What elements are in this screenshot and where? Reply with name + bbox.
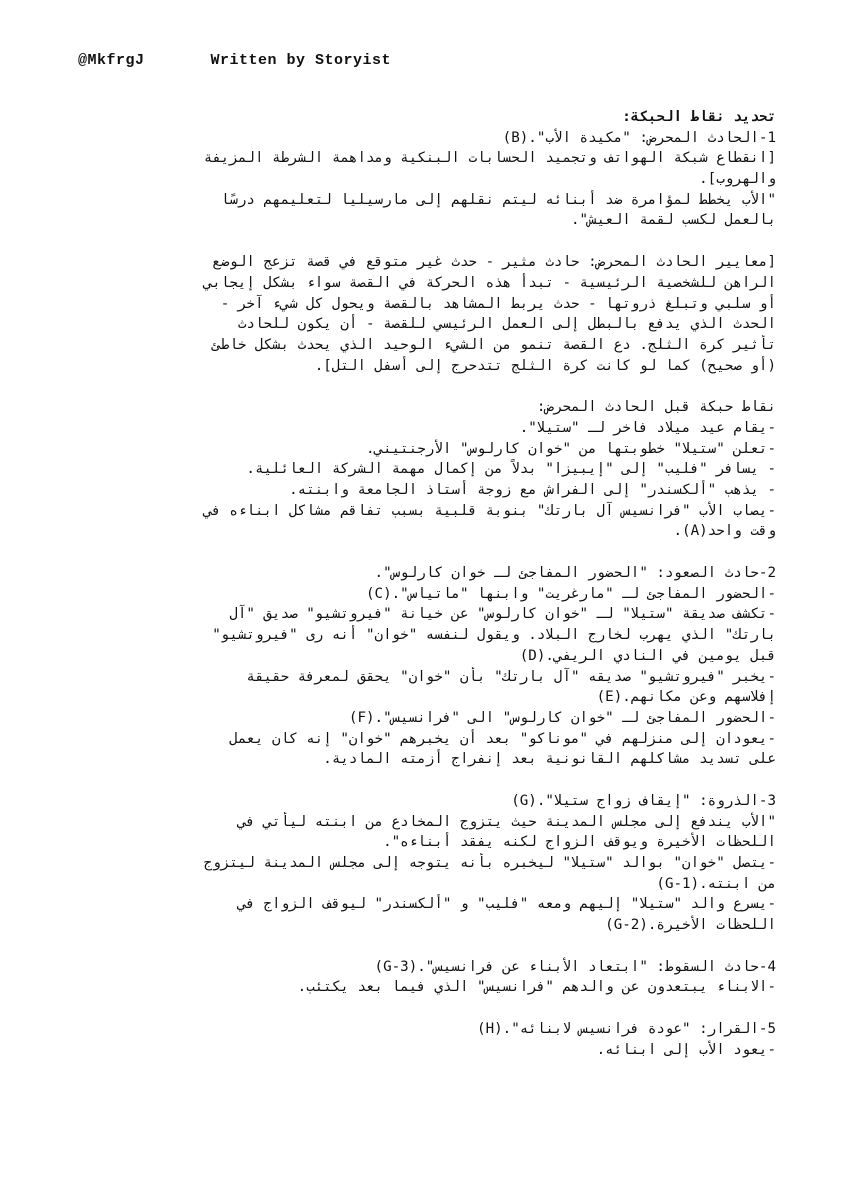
- text-line: اللحظات الأخيرة.(G-2): [605, 917, 776, 934]
- page-header: [78, 52, 391, 69]
- written-by-credit: Written by Storyist: [210, 52, 392, 69]
- text-line: 2-حادث الصعود: "الحضور المفاجئ لـ خوان كارلوس".: [374, 565, 776, 582]
- text-line: (أو صحيح) كما لو كانت كرة الثلج تتدحرج إلى أسفل التل].: [314, 357, 776, 374]
- text-line: قبل يومين في النادي الريفي.(D): [519, 647, 776, 664]
- text-line: [انقطاع شبكة الهواتف وتجميد الحسابات البنكية ومداهمة الشرطة المزيفة: [203, 150, 776, 167]
- text-line: -يعودان إلى منزلهم في "موناكو" بعد أن يخبرهم "خوان" إنه كان يعمل: [229, 730, 776, 747]
- plot-section-2: [76, 252, 776, 376]
- text-line: "الأب يخطط لمؤامرة ضد أبنائه ليتم نقلهم إلى مارسيليا لتعليمهم درسًا: [220, 191, 776, 208]
- plot-points-text: [76, 107, 776, 1082]
- text-line: 4-حادث السقوط: "ابتعاد الأبناء عن فرانسيس".(G-3): [374, 958, 776, 975]
- text-line: -يقام عيد ميلاد فاخر لـ "ستيلا".: [519, 419, 776, 436]
- plot-section-3: [76, 397, 776, 542]
- text-line: بالعمل لكسب لقمة العيش".: [571, 212, 776, 229]
- text-line: [معايير الحادث المحرض: حادث مثير - حدث غير متوقع في قصة تزعج الوضع: [212, 254, 776, 271]
- text-line: الراهن للشخصية الرئيسية - تبدأ هذه الحركة في القصة سواء بشكل إيجابي: [203, 274, 776, 291]
- text-line: -تكشف صديقة "ستيلا" لـ "خوان كارلوس" عن خيانة "فيروتشيو" صديق "آل: [229, 606, 776, 623]
- plot-section-6: [76, 957, 776, 998]
- plot-section-4: [76, 563, 776, 770]
- text-line: على تسديد مشاكلهم القانونية بعد إنفراج أزمته المادية.: [323, 751, 776, 768]
- text-line: نقاط حبكة قبل الحادث المحرض:: [536, 399, 776, 416]
- text-line: 3-الذروة: "إيقاف زواج ستيلا".(G): [511, 792, 776, 809]
- plot-section-5: [76, 791, 776, 936]
- text-line: وقت واحد(A).: [673, 523, 776, 540]
- text-line: -يسرع والد "ستيلا" إليهم ومعه "فليب" و "ألكسندر" ليوقف الزواج في: [237, 896, 776, 913]
- text-line: 5-القرار: "عودة فرانسيس لابنائه".(H): [477, 1021, 776, 1038]
- text-line: -تعلن "ستيلا" خطوبتها من "خوان كارلوس" الأرجنتيني.: [366, 440, 776, 457]
- plot-section-1: [76, 128, 776, 231]
- text-line: بارتك" الذي يهرب لخارج البلاد. ويقول لنفسه "خوان" أنه رى "فيروتشيو": [212, 627, 776, 644]
- text-line: إفلاسهم وعن مكانهم.(E): [596, 689, 776, 706]
- text-line: -الحضور المفاجئ لـ "مارغريت" وابنها "ماتياس".(C): [365, 585, 776, 602]
- text-line: - يذهب "ألكسندر" إلى الفراش مع زوجة أستاذ الجامعة وابنته.: [289, 482, 776, 498]
- text-line: -يخبر "فيروتشيو" صديقه "آل بارتك" بأن "خوان" يحقق لمعرفة حقيقة: [246, 668, 776, 685]
- plot-point-sections: [76, 128, 776, 1061]
- text-line: "الأب يندفع إلى مجلس المدينة حيث يتزوج المخادع من ابنته ليأتي في: [237, 813, 776, 830]
- text-line: 1-الحادث المحرض: "مكيدة الأب".(B): [502, 129, 776, 146]
- text-line: -يصاب الأب "فرانسيس آل بارتك" بنوبة قلبية بسبب تفاقم مشاكل ابناءه في: [203, 502, 776, 519]
- text-line: -يتصل "خوان" بوالد "ستيلا" ليخبره بأنه يتوجه إلى مجلس المدينة ليتزوج: [203, 855, 776, 871]
- text-line: والهروب].: [699, 171, 776, 188]
- text-line: -يعود الأب إلى ابنائه.: [596, 1041, 776, 1058]
- text-line: اللحظات الأخيرة ويوقف الزواج لكنه يفقد أبناءه".: [383, 834, 776, 851]
- text-line: -الابناء يبتعدون عن والدهم "فرانسيس" الذي فيما بعد يكتئب.: [297, 979, 776, 996]
- text-line: - يسافر "فليب" إلى "إيبيزا" بدلاً من إكمال مهمة الشركة العائلية.: [246, 461, 776, 478]
- document-title: تحديد نقاط الحبكة:: [622, 109, 776, 125]
- text-line: -الحضور المفاجئ لـ "خوان كارلوس" الى "فرانسيس".(F): [348, 709, 776, 726]
- author-handle: @MkfrgJ: [78, 52, 145, 69]
- text-line: أو سلبي وتبلغ ذروتها - حدث يربط المشاهد بالقصة ويحول كل شيء آخر -: [220, 295, 776, 312]
- text-line: تأثير كرة الثلج. دع القصة تنمو من الشيء الوحيد الذي يحدث بشكل خاطئ: [212, 336, 776, 353]
- text-line: الحدث الذي يدفع بالبطل إلى العمل الرئيسي للقصة - أن يكون للحادث: [237, 316, 776, 333]
- plot-section-7: [76, 1019, 776, 1060]
- text-line: من ابنته.(G-1): [656, 875, 776, 892]
